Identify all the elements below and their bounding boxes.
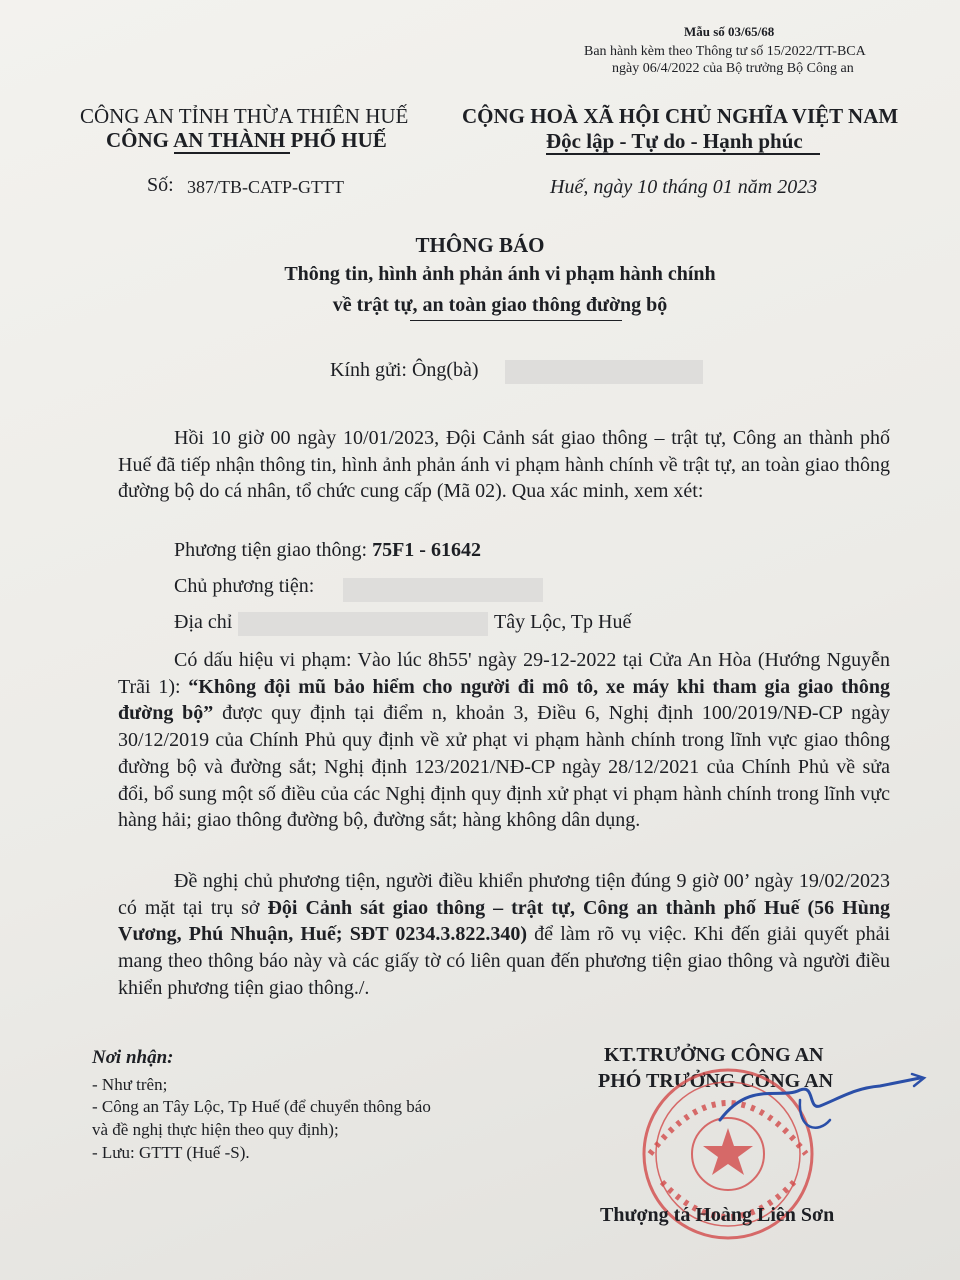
agency-parent: CÔNG AN TỈNH THỪA THIÊN HUẾ (80, 104, 409, 128)
doc-number: 387/TB-CATP-GTTT (187, 177, 344, 197)
recipient-line: - Công an Tây Lộc, Tp Huế (để chuyển thông báo (92, 1097, 431, 1116)
violation-legal-basis: được quy định tại điểm n, khoản 3, Điều 6, Nghị định 100/2019/NĐ-CP ngày 30/12/2019 của Chính Phủ quy định về xử phạt vi phạm hành chính trong lĩnh vực giao thông đường bộ và đường sắt; Nghị định 123/2021/NĐ-CP ngày 28/12/2021 của Chính Phủ về sửa đổi, bổ sung một số điều của các Nghị định quy định xử phạt vi phạm hành chính trong lĩnh vực hàng hải; giao thông đường bộ, đường sắt; hàng không dân dụng. (118, 702, 890, 832)
salutation: Kính gửi: Ông(bà) (330, 359, 479, 381)
paragraph-intro: Hồi 10 giờ 00 ngày 10/01/2023, Đội Cảnh sát giao thông – trật tự, Công an thành phố Huế đã tiếp nhận thông tin, hình ảnh phản ánh vi phạm hành chính về trật tự, an toàn giao thông đường bộ do cá nhân, tổ chức cung cấp (Mã 02). Qua xác minh, xem xét: (118, 427, 890, 503)
signature-title-2: PHÓ TRƯỞNG CÔNG AN (598, 1070, 834, 1092)
recipient-line: - Như trên; (92, 1075, 168, 1094)
agency-underline (174, 152, 290, 154)
redacted-owner (343, 578, 543, 602)
recipients-heading: Nơi nhận: (92, 1047, 174, 1068)
agency-name: CÔNG AN THÀNH PHỐ HUẾ (106, 128, 387, 152)
form-issued-line-1: Ban hành kèm theo Thông tư số 15/2022/TT-BCA (584, 44, 866, 59)
request-rest: để làm rõ vụ việc. Khi đến giải quyết phải mang theo thông báo này và các giấy tờ có liên quan đến phương tiện giao thông và người điều khiển phương tiện giao thông./. (118, 923, 891, 999)
form-issued-line-2: ngày 06/4/2022 của Bộ trưởng Bộ Công an (612, 61, 854, 76)
vehicle-plate: 75F1 - 61642 (372, 539, 481, 561)
recipient-line: - Lưu: GTTT (Huế -S). (92, 1143, 250, 1162)
request-location: Đội Cảnh sát giao thông – trật tự, Công an thành phố Huế (56 Hùng Vương, Phú Nhuận, Huế; SĐT 0234.3.822.340) (118, 896, 890, 946)
redacted-name (505, 360, 703, 384)
signer-name: Thượng tá Hoàng Liên Sơn (600, 1204, 835, 1226)
doc-number-label: Số: (147, 174, 174, 196)
place-date: Huế, ngày 10 tháng 01 năm 2023 (550, 176, 818, 198)
vehicle-field (174, 539, 481, 562)
paragraph-request (118, 868, 890, 1002)
address-suffix: Tây Lộc, Tp Huế (494, 611, 632, 633)
document-subtitle-2: về trật tự, an toàn giao thông đường bộ (332, 294, 668, 316)
violation-intro: Có dấu hiệu vi phạm: Vào lúc 8h55' ngày 29-12-2022 tại Cửa An Hòa (Hướng Nguyễn Trãi 1): (118, 649, 890, 698)
motto: Độc lập - Tự do - Hạnh phúc (546, 129, 803, 153)
recipient-line: và đề nghị thực hiện theo quy định); (92, 1120, 339, 1139)
vehicle-label: Phương tiện giao thông: (174, 539, 368, 561)
document-subtitle-1: Thông tin, hình ảnh phản ánh vi phạm hành chính (284, 263, 716, 285)
request-intro: Đề nghị chủ phương tiện, người điều khiển phương tiện đúng 9 giờ 00’ ngày 19/02/2023 có mặt tại trụ sở (118, 870, 890, 919)
address-label: Địa chỉ (174, 611, 233, 633)
owner-label: Chủ phương tiện: (174, 575, 315, 597)
signature-title-1: KT.TRƯỞNG CÔNG AN (604, 1044, 824, 1066)
country-name: CỘNG HOÀ XÃ HỘI CHỦ NGHĨA VIỆT NAM (462, 104, 899, 128)
document-title: THÔNG BÁO (415, 233, 545, 257)
title-underline (410, 320, 622, 321)
violation-description: “Không đội mũ bảo hiểm cho người đi mô tô, xe máy khi tham gia giao thông đường bộ” (118, 675, 891, 725)
form-number: Mẫu số 03/65/68 (684, 24, 775, 39)
motto-underline (546, 153, 820, 155)
owner-field (174, 575, 314, 598)
redacted-address (238, 612, 488, 636)
paragraph-violation (118, 647, 890, 834)
handwritten-signature-icon (680, 1060, 940, 1180)
